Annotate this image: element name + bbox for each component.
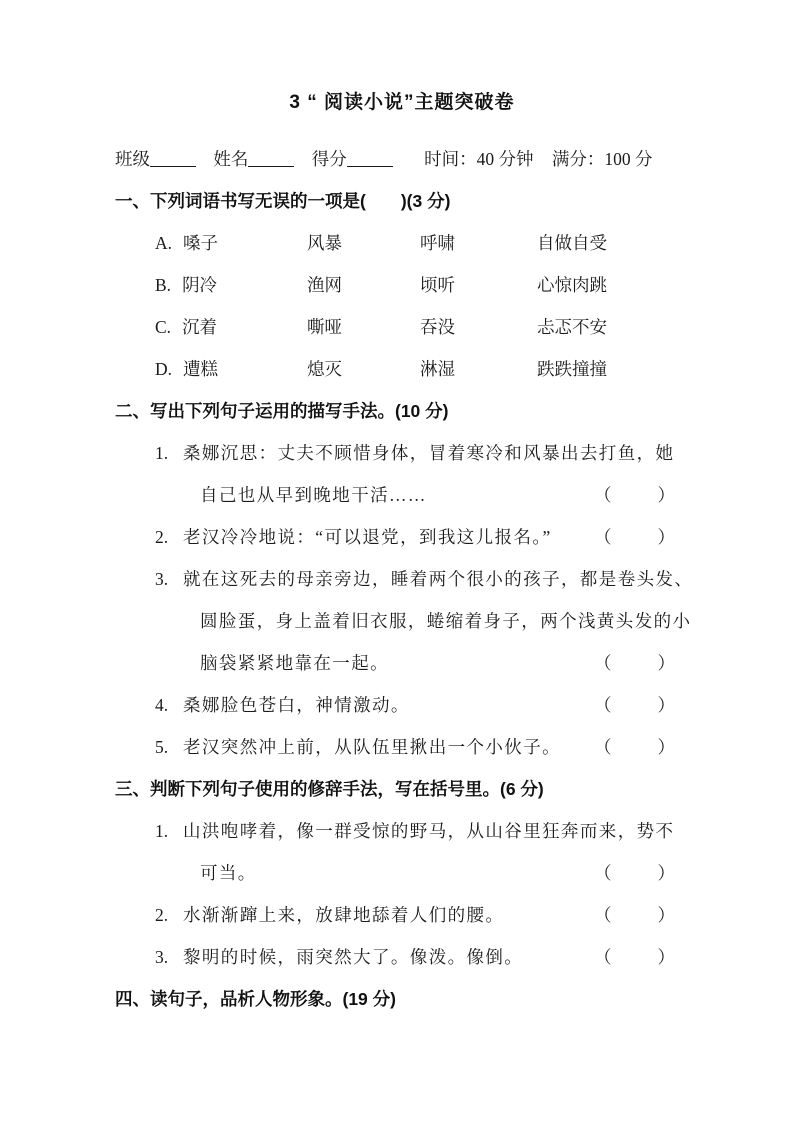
score-field [312,149,393,169]
option-word: 阴冷 [182,275,218,295]
answer-bracket[interactable] [594,516,675,558]
option-word: 渔网 [307,275,342,295]
bracket-left: （ [594,947,612,967]
item-text: 黎明的时候，雨突然大了。像泼。像倒。 [183,947,524,967]
option-row-c[interactable] [115,306,689,348]
item-text: 山洪咆哮着，像一群受惊的野马，从山谷里狂奔而来，势不 [183,821,675,841]
question-line [115,642,689,684]
class-field [115,149,196,169]
item-text: 老汉冷冷地说：“可以退党，到我这儿报名。” [183,527,552,547]
item-number: 1. [155,821,169,841]
question-item-3-3 [115,936,689,978]
section-4 [115,978,689,1020]
info-line [115,138,689,180]
question-line [115,936,689,978]
section-4-heading: 四、读句子，品析人物形象。(19 分) [115,989,396,1009]
question-line [115,894,689,936]
question-line [115,852,689,894]
answer-bracket[interactable] [594,726,675,768]
answer-bracket[interactable] [594,642,675,684]
item-text: 桑娜沉思：丈夫不顾惜身体，冒着寒冷和风暴出去打鱼，她 [183,443,675,463]
item-text: 圆脸蛋，身上盖着旧衣服，蜷缩着身子，两个浅黄头发的小 [200,611,692,631]
option-letter-d: D. [155,359,173,379]
bracket-right: ） [657,863,675,883]
bracket-right: ） [657,947,675,967]
section-1 [115,180,689,390]
option-word: 吞没 [420,317,455,337]
class-label: 班级 [115,149,150,169]
question-line [115,684,689,726]
option-letter-c: C. [155,317,172,337]
item-number: 3. [155,569,169,589]
full-score-text: 满分：100 分 [551,149,653,169]
section-2 [115,390,694,768]
bracket-left: （ [594,737,612,757]
item-number: 2. [155,527,169,547]
item-number: 4. [155,695,169,715]
item-text: 可当。 [200,863,257,883]
item-text: 老汉突然冲上前，从队伍里揪出一个小伙子。 [183,737,561,757]
bracket-left: （ [594,653,612,673]
answer-bracket[interactable] [594,474,675,516]
section-2-heading: 二、写出下列句子运用的描写手法。(10 分) [115,401,449,421]
question-item-3-2 [115,894,689,936]
option-word: 熄灭 [307,359,342,379]
section-3 [115,768,689,978]
answer-bracket[interactable] [594,852,675,894]
item-text: 就在这死去的母亲旁边，睡着两个很小的孩子，都是卷头发、 [183,569,694,589]
option-word: 风暴 [307,233,342,253]
question-line [115,558,694,600]
question-item-2-4 [115,684,689,726]
option-row-d[interactable] [115,348,689,390]
option-word: 心惊肉跳 [537,275,607,295]
option-word: 嘶哑 [307,317,342,337]
section-3-heading: 三、判断下列句子使用的修辞手法，写在括号里。(6 分) [115,779,544,799]
question-item-2-3 [115,558,694,684]
bracket-right: ） [657,527,675,547]
option-word: 遭糕 [183,359,219,379]
option-word: 顷听 [420,275,455,295]
option-word: 呼啸 [420,233,455,253]
question-item-2-5 [115,726,689,768]
answer-bracket[interactable] [594,684,675,726]
item-text: 水渐渐蹿上来，放肆地舔着人们的腰。 [183,905,505,925]
question-line [115,726,689,768]
section-1-heading: 一、下列词语书写无误的一项是( )(3 分) [115,191,451,211]
option-word: 自做自受 [537,233,607,253]
bracket-right: ） [657,485,675,505]
question-line [115,432,689,474]
item-text: 脑袋紧紧地靠在一起。 [200,653,389,673]
name-blank[interactable] [248,150,294,168]
option-word: 沉着 [182,317,218,337]
question-line [115,474,689,516]
bracket-right: ） [657,653,675,673]
question-line [115,810,689,852]
answer-bracket[interactable] [594,936,675,978]
time-text: 时间：40 分钟 [424,149,534,169]
class-blank[interactable] [150,150,196,168]
question-line [115,600,692,642]
name-label: 姓名 [213,149,249,169]
bracket-left: （ [594,485,612,505]
score-blank[interactable] [347,150,393,168]
item-text: 自己也从早到晚地干活…… [200,485,427,505]
question-item-2-1 [115,432,689,516]
item-number: 1. [155,443,169,463]
bracket-left: （ [594,863,612,883]
item-number: 2. [155,905,169,925]
bracket-left: （ [594,695,612,715]
name-field [213,149,294,169]
bracket-right: ） [657,695,675,715]
bracket-right: ） [657,737,675,757]
item-number: 5. [155,737,169,757]
option-letter-b: B. [155,275,172,295]
option-word: 忐忑不安 [537,317,607,337]
option-row-b[interactable] [115,264,689,306]
question-item-3-1 [115,810,689,894]
score-label: 得分 [311,149,347,169]
question-line [115,516,689,558]
item-number: 3. [155,947,169,967]
item-text: 桑娜脸色苍白，神情激动。 [183,695,410,715]
bracket-left: （ [594,527,612,547]
option-row-a[interactable] [115,222,689,264]
answer-bracket[interactable] [594,894,675,936]
question-item-2-2 [115,516,689,558]
option-word: 嗓子 [183,233,219,253]
option-word: 跌跌撞撞 [537,359,607,379]
bracket-left: （ [594,905,612,925]
page-title: 3 “ 阅读小说”主题突破卷 [289,92,515,113]
bracket-right: ） [657,905,675,925]
option-word: 淋湿 [420,359,455,379]
option-letter-a: A. [155,233,173,253]
